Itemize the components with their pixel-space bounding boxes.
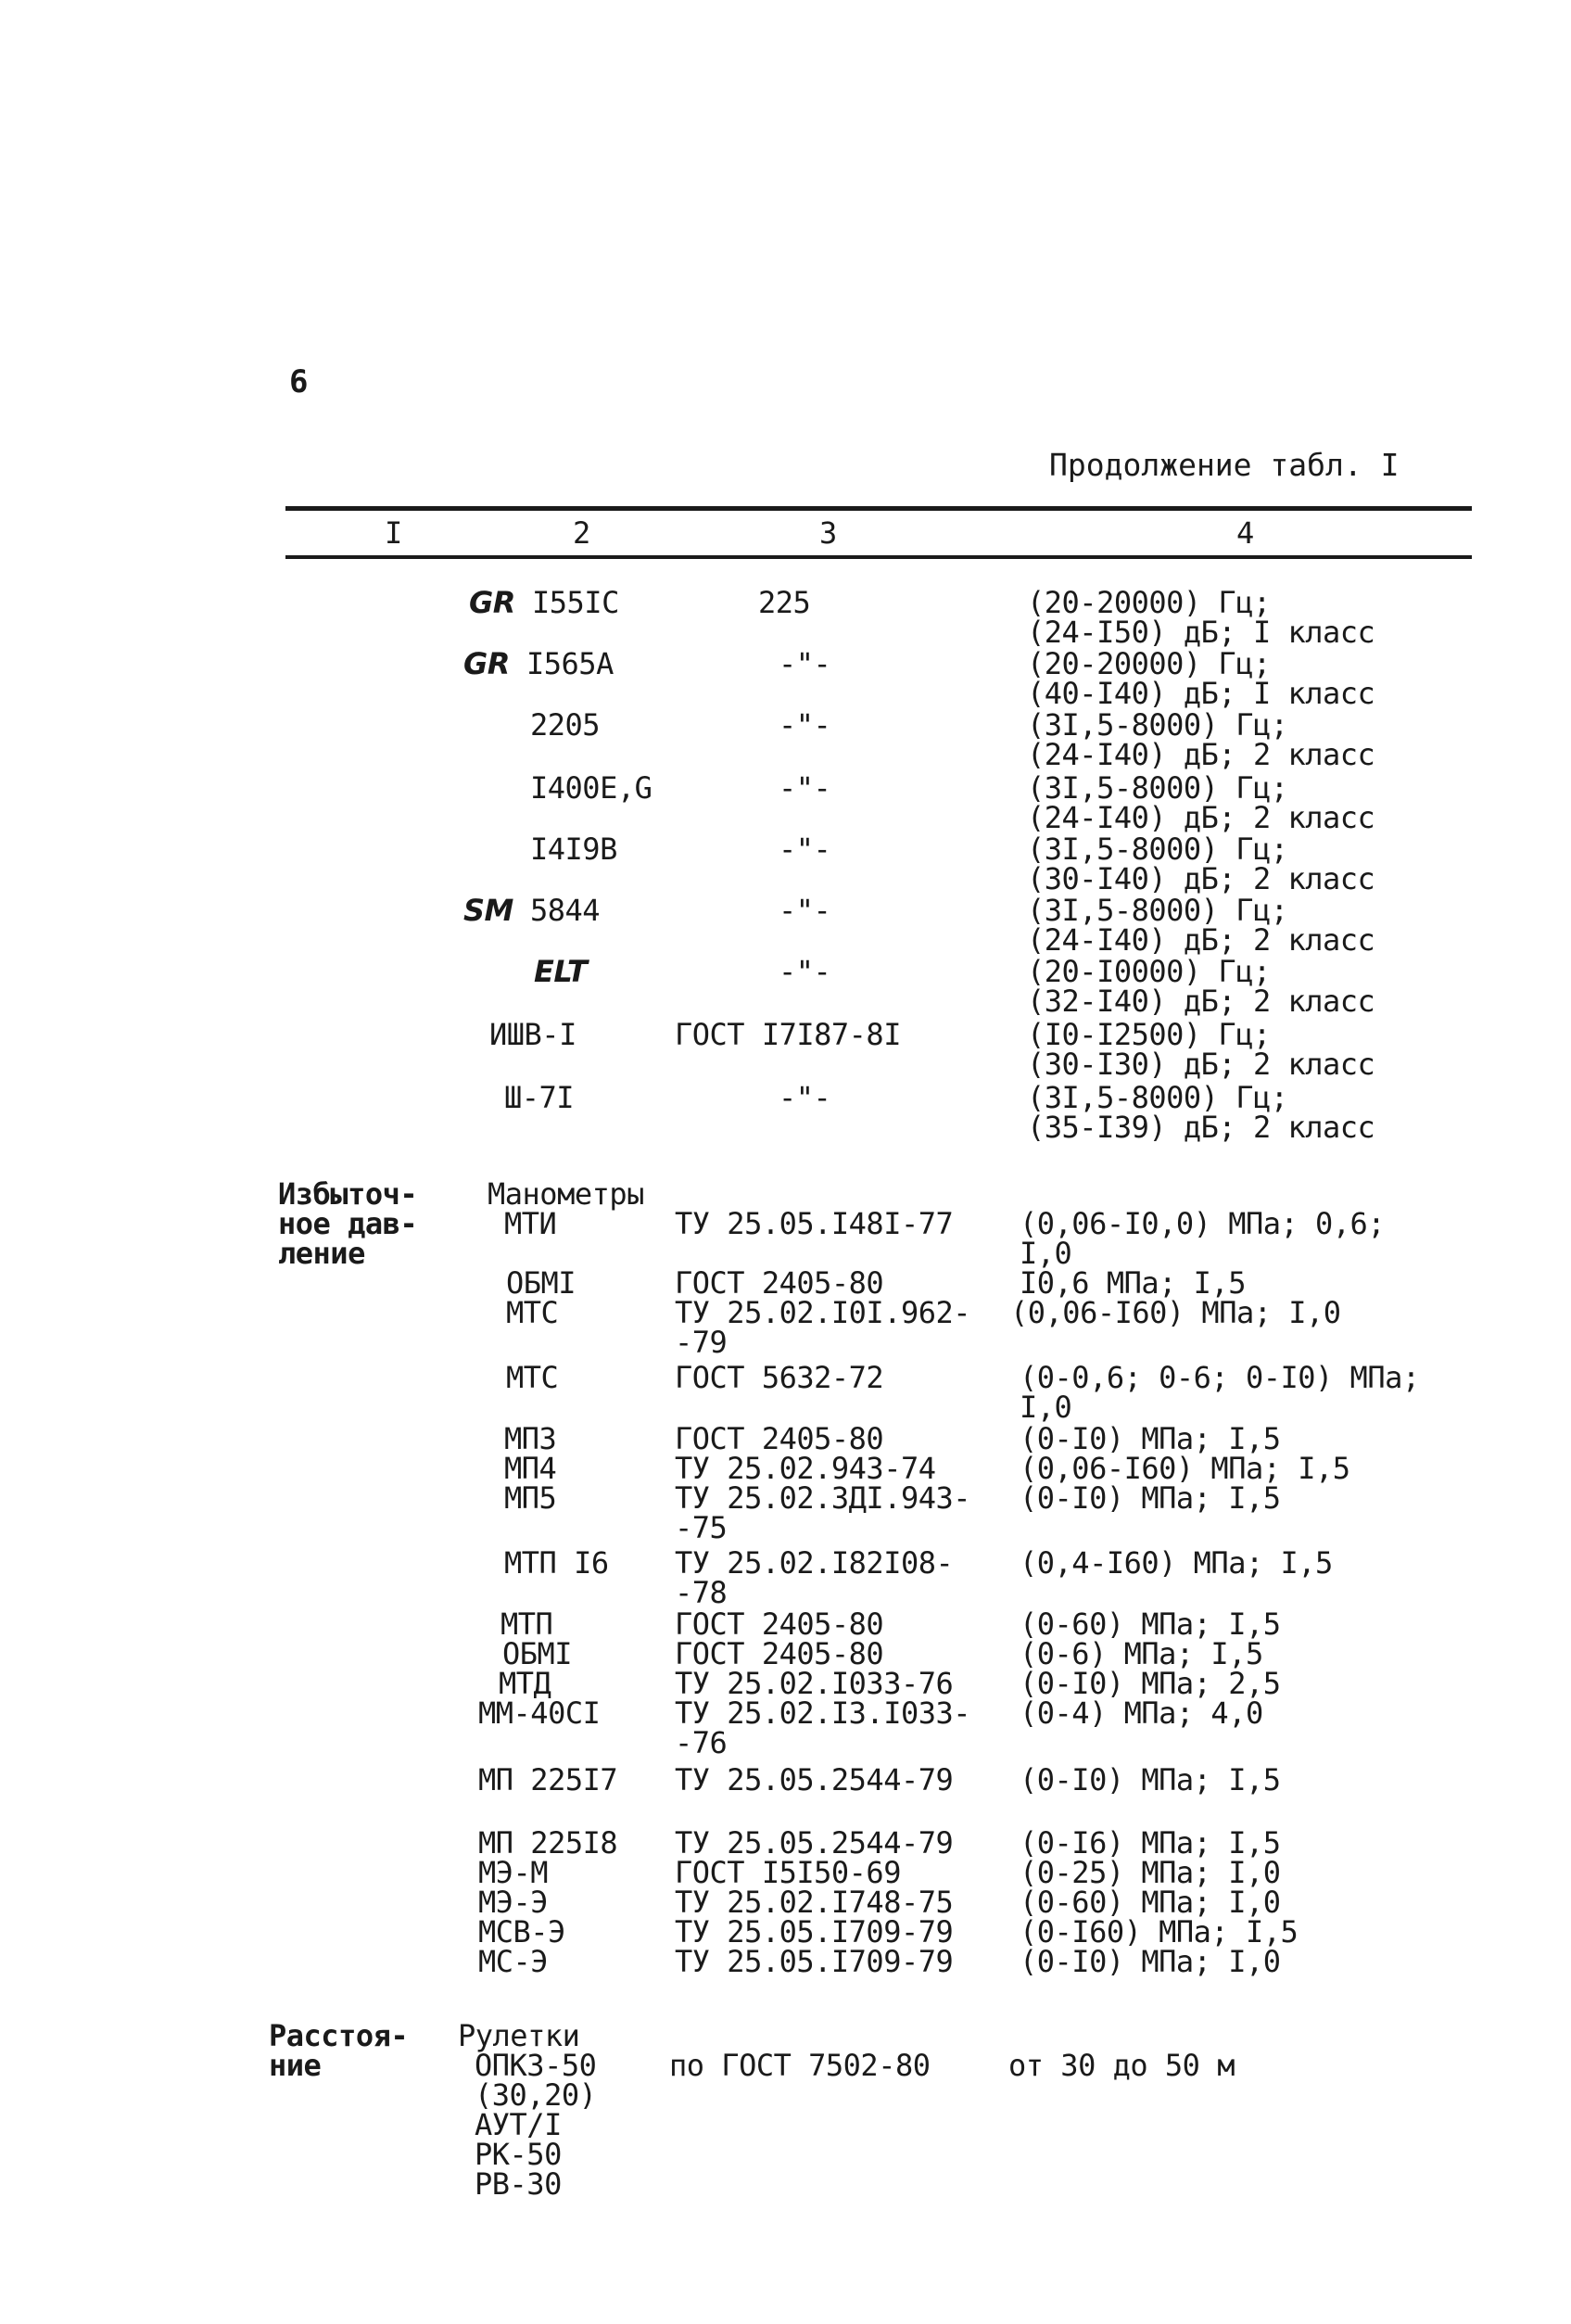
model-cell: 5844 xyxy=(530,893,601,928)
spec-cell: (3I,5-8000) Гц; xyxy=(1027,832,1288,867)
standard-cell: ГОСТ 2405-80 xyxy=(675,1636,884,1671)
brand-label: GR xyxy=(469,585,515,620)
model-cell: 2205 xyxy=(530,707,601,743)
model-cell: МТП I6 xyxy=(504,1545,609,1581)
standard-cell: -75 xyxy=(675,1510,728,1545)
standard-cell: ТУ 25.02.943-74 xyxy=(675,1451,936,1486)
standard-cell: -78 xyxy=(675,1575,728,1610)
page-number: 6 xyxy=(289,363,309,400)
standard-cell: -76 xyxy=(675,1725,728,1760)
standard-cell: -"- xyxy=(779,707,831,743)
standard-cell: ТУ 25.02.I748-75 xyxy=(675,1885,954,1920)
model-cell: МП 225I8 xyxy=(478,1825,618,1860)
standard-cell: -"- xyxy=(779,1080,831,1115)
category-label: ное дав- xyxy=(278,1206,418,1241)
model-cell: ОБМI xyxy=(506,1265,576,1301)
standard-cell: -"- xyxy=(779,646,831,681)
spec-cell: (I0-I2500) Гц; xyxy=(1027,1017,1271,1052)
table-continuation-title: Продолжение табл. I xyxy=(1049,447,1400,483)
standard-cell: ТУ 25.02.I033-76 xyxy=(675,1666,954,1701)
category-label: Расстоя- xyxy=(269,2018,409,2053)
spec-cell: (0,06-I0,0) МПа; 0,6; xyxy=(1020,1206,1386,1241)
spec-cell: (0-I0) МПа; I,0 xyxy=(1020,1944,1281,1979)
standard-cell: ТУ 25.02.I82I08- xyxy=(675,1545,954,1581)
instrument-group-label: Манометры xyxy=(488,1176,644,1212)
model-cell: I4I9B xyxy=(530,832,617,867)
spec-cell: (0-6) МПа; I,5 xyxy=(1020,1636,1263,1671)
model-cell: МТС xyxy=(506,1360,559,1395)
spec-cell: (3I,5-8000) Гц; xyxy=(1027,1080,1288,1115)
standard-cell: ГОСТ 2405-80 xyxy=(675,1606,884,1642)
model-cell: ОБМI xyxy=(502,1636,573,1671)
instrument-group-label: Рулетки xyxy=(458,2018,580,2053)
spec-cell: (24-I40) дБ; 2 класс xyxy=(1027,922,1375,958)
spec-cell: (0-I0) МПа; 2,5 xyxy=(1020,1666,1281,1701)
model-cell: МПЗ xyxy=(504,1421,557,1456)
standard-cell: ТУ 25.02.ЗДI.943- xyxy=(675,1480,971,1516)
model-cell: МЭ-Э xyxy=(478,1885,549,1920)
spec-cell: I,0 xyxy=(1020,1390,1072,1425)
standard-cell: ТУ 25.02.I0I.962- xyxy=(675,1295,971,1330)
spec-cell: (0,06-I60) МПа; I,5 xyxy=(1020,1451,1350,1486)
category-label: Избыточ- xyxy=(278,1176,418,1212)
standard-cell: ТУ 25.05.2544-79 xyxy=(675,1825,954,1860)
model-cell: I565A xyxy=(526,646,614,681)
spec-cell: (0-I6) МПа; I,5 xyxy=(1020,1825,1281,1860)
model-cell: МТС xyxy=(506,1295,559,1330)
standard-cell: 225 xyxy=(758,585,811,620)
standard-cell: ТУ 25.05.I709-79 xyxy=(675,1914,954,1949)
spec-cell: (0-60) МПа; I,5 xyxy=(1020,1606,1281,1642)
column-header-3: 3 xyxy=(819,515,838,551)
spec-cell: (35-I39) дБ; 2 класс xyxy=(1027,1110,1375,1145)
spec-cell: (30-I40) дБ; 2 класс xyxy=(1027,861,1375,896)
model-cell: ММ-40СI xyxy=(478,1695,601,1731)
standard-cell: ГОСТ 2405-80 xyxy=(675,1265,884,1301)
model-cell: РК-50 xyxy=(475,2137,562,2172)
model-cell: МС-Э xyxy=(478,1944,549,1979)
model-cell: Ш-7I xyxy=(504,1080,575,1115)
table-top-rule xyxy=(285,506,1472,511)
spec-cell: (0-I0) МПа; I,5 xyxy=(1020,1421,1281,1456)
spec-cell: (0-I60) МПа; I,5 xyxy=(1020,1914,1299,1949)
spec-cell: (0-25) МПа; I,0 xyxy=(1020,1855,1281,1890)
standard-cell: ТУ 25.05.I48I-77 xyxy=(675,1206,954,1241)
standard-cell: -"- xyxy=(779,954,831,989)
column-header-2: 2 xyxy=(573,515,591,551)
model-cell: МП4 xyxy=(504,1451,557,1486)
model-cell: МСВ-Э xyxy=(478,1914,565,1949)
model-cell: ОПКЗ-50 xyxy=(475,2048,597,2083)
model-cell: МП 225I7 xyxy=(478,1762,618,1797)
standard-cell: ТУ 25.05.I709-79 xyxy=(675,1944,954,1979)
column-header-4: 4 xyxy=(1236,515,1255,551)
standard-cell: ТУ 25.02.I3.I033- xyxy=(675,1695,971,1731)
spec-cell: (3I,5-8000) Гц; xyxy=(1027,707,1288,743)
standard-cell: ГОСТ I5I50-69 xyxy=(675,1855,901,1890)
spec-cell: (20-I0000) Гц; xyxy=(1027,954,1271,989)
spec-cell: (0-I0) МПа; I,5 xyxy=(1020,1762,1281,1797)
spec-cell: от 30 до 50 м xyxy=(1008,2048,1235,2083)
model-cell: МЭ-М xyxy=(478,1855,549,1890)
spec-cell: (24-I40) дБ; 2 класс xyxy=(1027,737,1375,772)
model-cell: МТИ xyxy=(504,1206,557,1241)
table-header-rule xyxy=(285,555,1472,559)
brand-label: GR xyxy=(463,646,510,681)
brand-label: ELT xyxy=(534,954,588,989)
spec-cell: (0,4-I60) МПа; I,5 xyxy=(1020,1545,1333,1581)
model-cell: I55IC xyxy=(532,585,619,620)
spec-cell: I0,6 МПа; I,5 xyxy=(1020,1265,1246,1301)
brand-label: SM xyxy=(463,893,513,928)
standard-cell: -"- xyxy=(779,893,831,928)
spec-cell: (0-60) МПа; I,0 xyxy=(1020,1885,1281,1920)
standard-cell: -79 xyxy=(675,1325,728,1360)
model-cell: (30,20) xyxy=(475,2077,597,2113)
column-header-1: I xyxy=(385,515,403,551)
model-cell: I400E,G xyxy=(530,770,652,806)
model-cell: РВ-30 xyxy=(475,2166,562,2202)
standard-cell: -"- xyxy=(779,832,831,867)
standard-cell: ГОСТ 2405-80 xyxy=(675,1421,884,1456)
model-cell: АУТ/I xyxy=(475,2107,562,2142)
model-cell: МП5 xyxy=(504,1480,557,1516)
model-cell: МТП xyxy=(500,1606,553,1642)
spec-cell: (3I,5-8000) Гц; xyxy=(1027,893,1288,928)
standard-cell: ГОСТ I7I87-8I xyxy=(675,1017,901,1052)
standard-cell: -"- xyxy=(779,770,831,806)
spec-cell: (32-I40) дБ; 2 класс xyxy=(1027,984,1375,1019)
spec-cell: (0-4) МПа; 4,0 xyxy=(1020,1695,1263,1731)
spec-cell: I,0 xyxy=(1020,1236,1072,1271)
spec-cell: (0-0,6; 0-6; 0-I0) МПа; xyxy=(1020,1360,1420,1395)
spec-cell: (0-I0) МПа; I,5 xyxy=(1020,1480,1281,1516)
standard-cell: ТУ 25.05.2544-79 xyxy=(675,1762,954,1797)
spec-cell: (3I,5-8000) Гц; xyxy=(1027,770,1288,806)
spec-cell: (20-20000) Гц; xyxy=(1027,585,1271,620)
category-label: ление xyxy=(278,1236,365,1271)
category-label: ние xyxy=(269,2048,322,2083)
spec-cell: (0,06-I60) МПа; I,0 xyxy=(1010,1295,1341,1330)
standard-cell: ГОСТ 5632-72 xyxy=(675,1360,884,1395)
spec-cell: (40-I40) дБ; I класс xyxy=(1027,676,1375,711)
spec-cell: (30-I30) дБ; 2 класс xyxy=(1027,1047,1375,1082)
model-cell: ИШВ-I xyxy=(489,1017,576,1052)
model-cell: МТД xyxy=(499,1666,551,1701)
standard-cell: по ГОСТ 7502-80 xyxy=(669,2048,931,2083)
spec-cell: (20-20000) Гц; xyxy=(1027,646,1271,681)
spec-cell: (24-I40) дБ; 2 класс xyxy=(1027,800,1375,835)
spec-cell: (24-I50) дБ; I класс xyxy=(1027,615,1375,650)
